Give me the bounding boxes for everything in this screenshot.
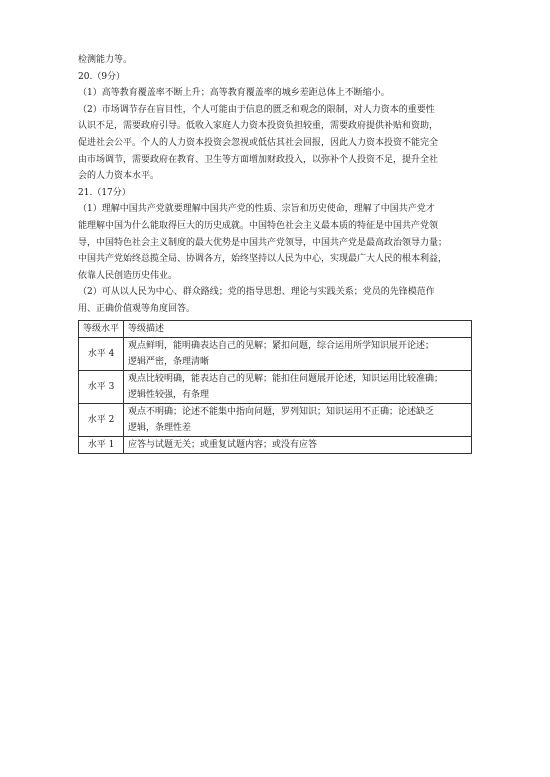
table-row [79,403,472,436]
text-line: （2）市场调节存在盲目性，个人可能由于信息的匮乏和观念的限制，对人力资本的重要性 [78,104,435,115]
table-row [79,370,472,403]
level-cell: 水平 1 [79,436,124,453]
text-line: 认识不足，需要政府引导。低收入家庭人力资本投资负担较重，需要政府提供补贴和资助， [78,121,439,132]
question-number: 21.（17分） [78,187,131,198]
text-line: 中国共产党始终总揽全局、协调各方，始终坚持以人民为中心，实现最广大人民的根本利益， [78,254,448,265]
description-cell [124,370,472,403]
description-line: 观点不明确；论述不能集中指向问题，罗列知识；知识运用不正确；论述缺乏 [128,406,435,417]
table-row [79,337,472,370]
description-cell [124,436,472,453]
table-header-row [79,320,472,337]
text-line: 依靠人民创造历史伟业。 [78,270,178,281]
text-line: 检测能力等。 [78,55,133,65]
description-cell [124,403,472,436]
table-header-level: 等级水平 [79,320,124,337]
description-line: 逻辑性较强，有条理 [128,389,210,400]
text-line: 用、正确价值观等角度回答。 [78,303,196,314]
level-cell: 水平 3 [79,370,124,403]
description-line: 观点鲜明，能明确表达自己的见解；紧扣问题，综合运用所学知识展开论述； [128,340,435,351]
text-line: （1）高等教育覆盖率不断上升；高等教育覆盖率的城乡差距总体上不断缩小。 [78,88,390,99]
question-number: 20.（9分） [78,71,126,82]
description-cell [124,337,472,370]
level-cell: 水平 4 [79,337,124,370]
answer-page [78,52,472,454]
level-cell: 水平 2 [79,403,124,436]
description-line: 观点比较明确，能表达自己的见解；能扣住问题展开论述，知识运用比较准确； [128,373,444,384]
text-line: （2）可从以人民为中心、群众路线；党的指导思想、理论与实践关系；党员的先锋模范作 [78,287,435,298]
description-line: 逻辑严密，条理清晰 [128,356,210,367]
text-line: 会的人力资本水平。 [78,171,160,182]
description-line: 应答与试题无关；或重复试题内容；或没有应答 [128,439,318,450]
text-line: 由市场调节，需要政府在教育、卫生等方面增加财政投入，以弥补个人投资不足，提升全社 [78,154,439,165]
table-header-description: 等级描述 [124,320,472,337]
table-row [79,436,472,453]
text-line: （1）理解中国共产党就要理解中国共产党的性质、宗旨和历史使命，理解了中国共产党才 [78,204,435,215]
text-line: 能理解中国为什么能取得巨大的历史成就。中国特色社会主义最本质的特征是中国共产党领 [78,220,439,231]
text-line: 导，中国特色社会主义制度的最大优势是中国共产党领导，中国共产党是最高政治领导力量； [78,237,448,248]
text-line: 促进社会公平。个人的人力资本投资会忽视或低估其社会回报，因此人力资本投资不能完全 [78,137,439,148]
description-line: 逻辑，条理性差 [128,422,192,433]
grading-table [78,320,472,454]
